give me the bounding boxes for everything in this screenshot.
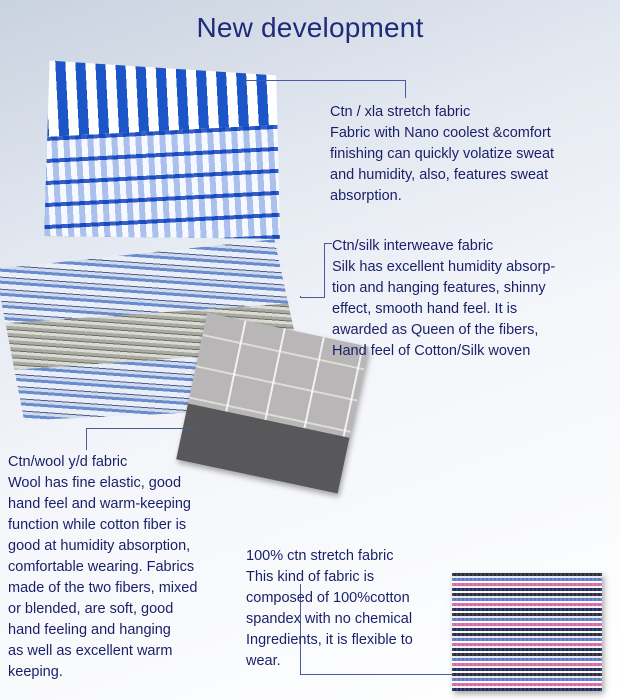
- section-line: comfortable wearing. Fabrics: [8, 559, 195, 575]
- section-line: Ingredients, it is flexible to: [246, 632, 413, 648]
- leader-line: [324, 243, 332, 244]
- section-line: Wool has fine elastic, good: [8, 475, 182, 491]
- section-line: function while cotton fiber is: [8, 517, 187, 533]
- section-line: and humidity, also, features sweat: [330, 167, 549, 183]
- section-heading: Ctn / xla stretch fabric: [330, 104, 471, 120]
- section-line: awarded as Queen of the fibers,: [332, 322, 539, 338]
- leader-line: [300, 297, 325, 298]
- section-line: good at humidity absorption,: [8, 538, 191, 554]
- section-heading: 100% ctn stretch fabric: [246, 548, 394, 564]
- section-line: as well as excellent warm: [8, 643, 173, 659]
- leader-line: [324, 243, 325, 298]
- leader-line: [86, 428, 196, 429]
- section-wool-yd: [8, 452, 233, 683]
- section-line: effect, smooth hand feel. It is: [332, 301, 518, 317]
- section-line: spandex with no chemical: [246, 611, 413, 627]
- leader-line: [300, 674, 452, 675]
- section-line: This kind of fabric is: [246, 569, 375, 585]
- section-cotton-stretch: [246, 546, 451, 672]
- section-line: finishing can quickly volatize sweat: [330, 146, 555, 162]
- section-heading: Ctn/wool y/d fabric: [8, 454, 128, 470]
- section-line: keeping.: [8, 664, 63, 680]
- section-line: Silk has excellent humidity absorp-: [332, 259, 556, 275]
- section-silk-interweave: [332, 236, 617, 362]
- section-line: wear.: [246, 653, 281, 669]
- section-line: hand feeling and hanging: [8, 622, 171, 638]
- section-heading: Ctn/silk interweave fabric: [332, 238, 494, 254]
- leader-line: [245, 80, 405, 81]
- stretch-stripe-fabric-image: [452, 573, 602, 691]
- section-line: composed of 100%cotton: [246, 590, 410, 606]
- section-line: made of the two fibers, mixed: [8, 580, 198, 596]
- section-line: absorption.: [330, 188, 402, 204]
- section-line: Fabric with Nano coolest &comfort: [330, 125, 551, 141]
- section-xla-stretch: [330, 102, 615, 207]
- section-line: Hand feel of Cotton/Silk woven: [332, 343, 531, 359]
- section-line: or blended, are soft, good: [8, 601, 174, 617]
- section-line: tion and hanging features, shinny: [332, 280, 546, 296]
- section-line: hand feel and warm-keeping: [8, 496, 191, 512]
- leader-line: [405, 80, 406, 98]
- leader-line: [86, 428, 87, 450]
- page-title: New development: [196, 12, 424, 43]
